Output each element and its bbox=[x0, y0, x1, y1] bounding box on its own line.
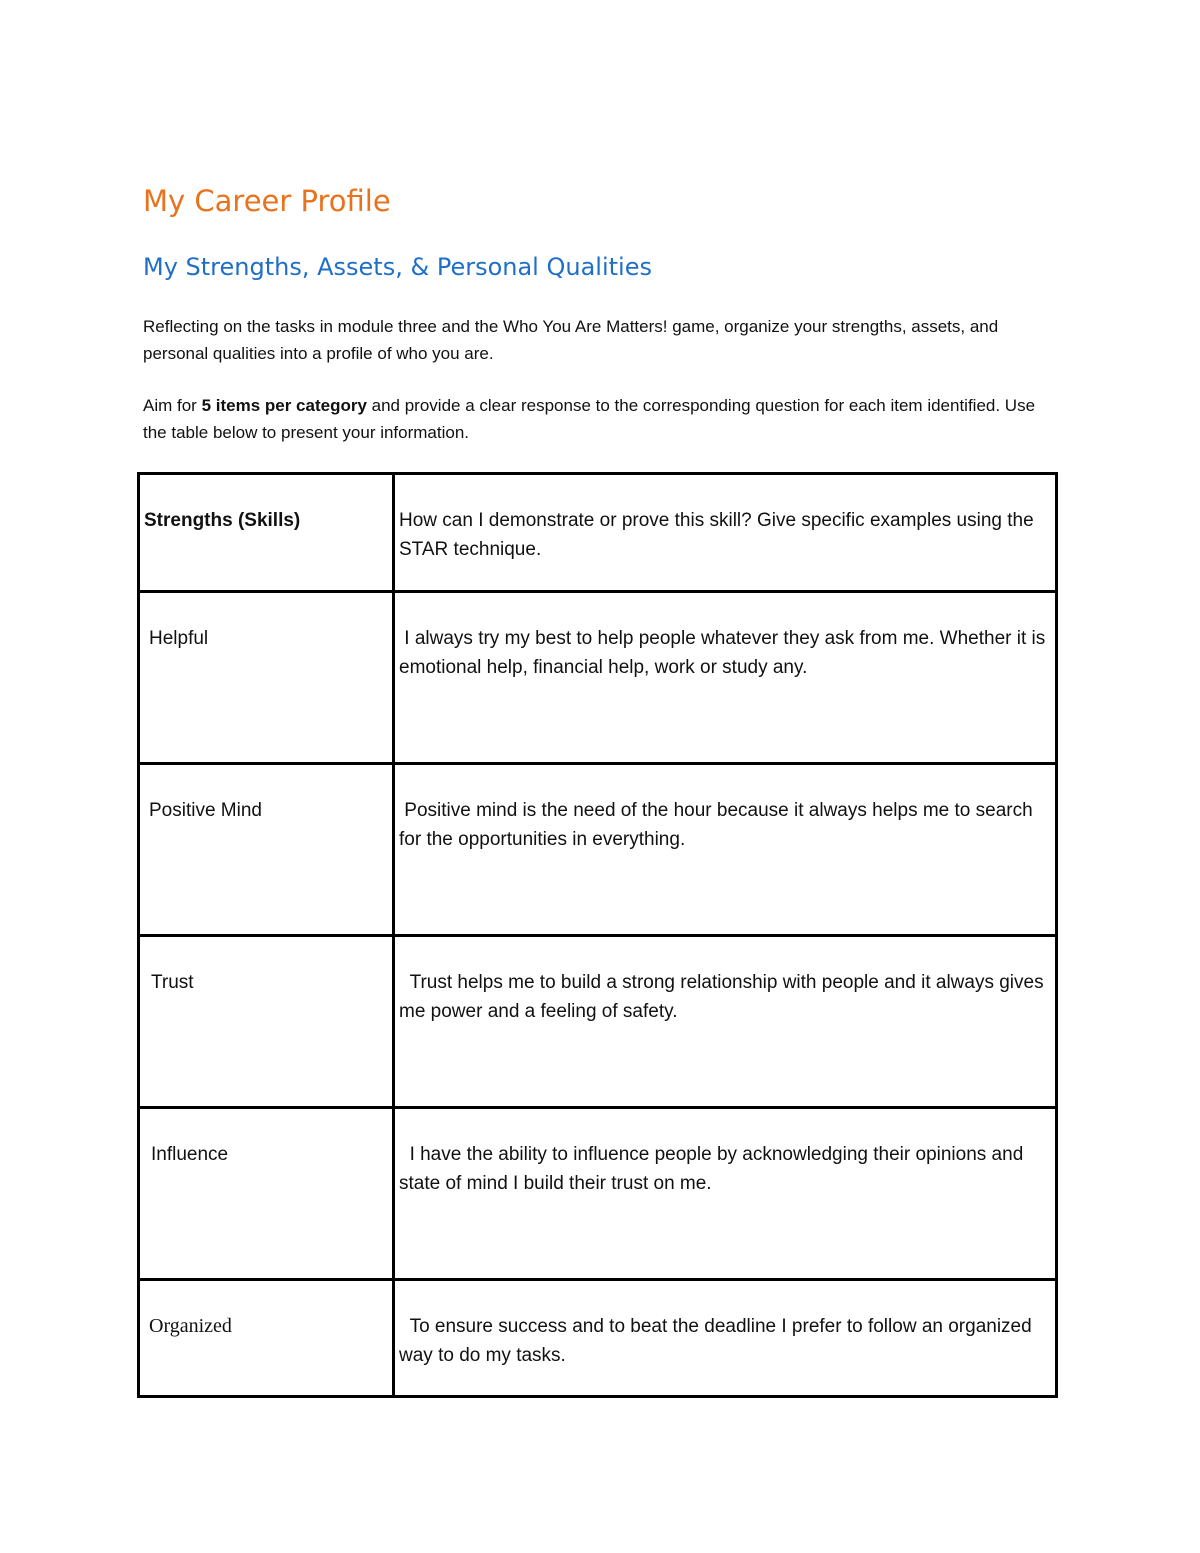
skill-label: Trust bbox=[151, 972, 194, 993]
header-label-question: How can I demonstrate or prove this skill? Give specific examples using the STAR technique. bbox=[399, 510, 1034, 560]
skill-label: Influence bbox=[151, 1144, 229, 1165]
table-header-row bbox=[139, 474, 1057, 592]
skill-cell bbox=[139, 936, 394, 1108]
skill-label: Organized bbox=[149, 1315, 232, 1337]
skill-cell bbox=[139, 1280, 394, 1397]
header-cell-question bbox=[394, 474, 1057, 592]
strengths-table bbox=[137, 472, 1058, 1398]
response-cell bbox=[394, 936, 1057, 1108]
skill-label: Positive Mind bbox=[149, 800, 262, 821]
section-subtitle: My Strengths, Assets, & Personal Qualities bbox=[143, 253, 652, 281]
table-row bbox=[139, 1108, 1057, 1280]
response-text: Trust helps me to build a strong relationship with people and it always gives me power and a feeling of safety. bbox=[399, 972, 1049, 1022]
response-text: I have the ability to influence people by acknowledging their opinions and state of mind I build their trust on me. bbox=[399, 1144, 1029, 1194]
header-label-strengths: Strengths (Skills) bbox=[144, 510, 301, 531]
table-row bbox=[139, 1280, 1057, 1397]
response-cell bbox=[394, 764, 1057, 936]
table-row bbox=[139, 764, 1057, 936]
table-row bbox=[139, 936, 1057, 1108]
skill-cell bbox=[139, 592, 394, 764]
skill-cell bbox=[139, 1108, 394, 1280]
intro-paragraph-2-end: and provide a clear response to the corresponding question for each item identified. Use the table below to present your information. bbox=[143, 396, 1036, 442]
response-cell bbox=[394, 592, 1057, 764]
response-cell bbox=[394, 1280, 1057, 1397]
page-title: My Career Profile bbox=[143, 184, 391, 218]
response-text: To ensure success and to beat the deadline I prefer to follow an organized way to do my tasks. bbox=[399, 1316, 1037, 1366]
table-row bbox=[139, 592, 1057, 764]
intro-paragraph-2-start: Aim for bbox=[143, 396, 202, 415]
intro-paragraph-2-emphasis: 5 items per category bbox=[201, 396, 367, 415]
skill-cell bbox=[139, 764, 394, 936]
header-cell-strengths bbox=[139, 474, 394, 592]
intro-paragraph-1: Reflecting on the tasks in module three and the Who You Are Matters! game, organize your strengths, assets, and personal qualities into a profile of who you are. bbox=[143, 317, 999, 363]
response-text: I always try my best to help people whatever they ask from me. Whether it is emotional help, financial help, work or study any. bbox=[399, 628, 1051, 678]
intro-paragraph-2 bbox=[143, 392, 1063, 446]
response-cell bbox=[394, 1108, 1057, 1280]
skill-label: Helpful bbox=[149, 628, 209, 649]
response-text: Positive mind is the need of the hour because it always helps me to search for the opportunities in everything. bbox=[399, 800, 1038, 850]
